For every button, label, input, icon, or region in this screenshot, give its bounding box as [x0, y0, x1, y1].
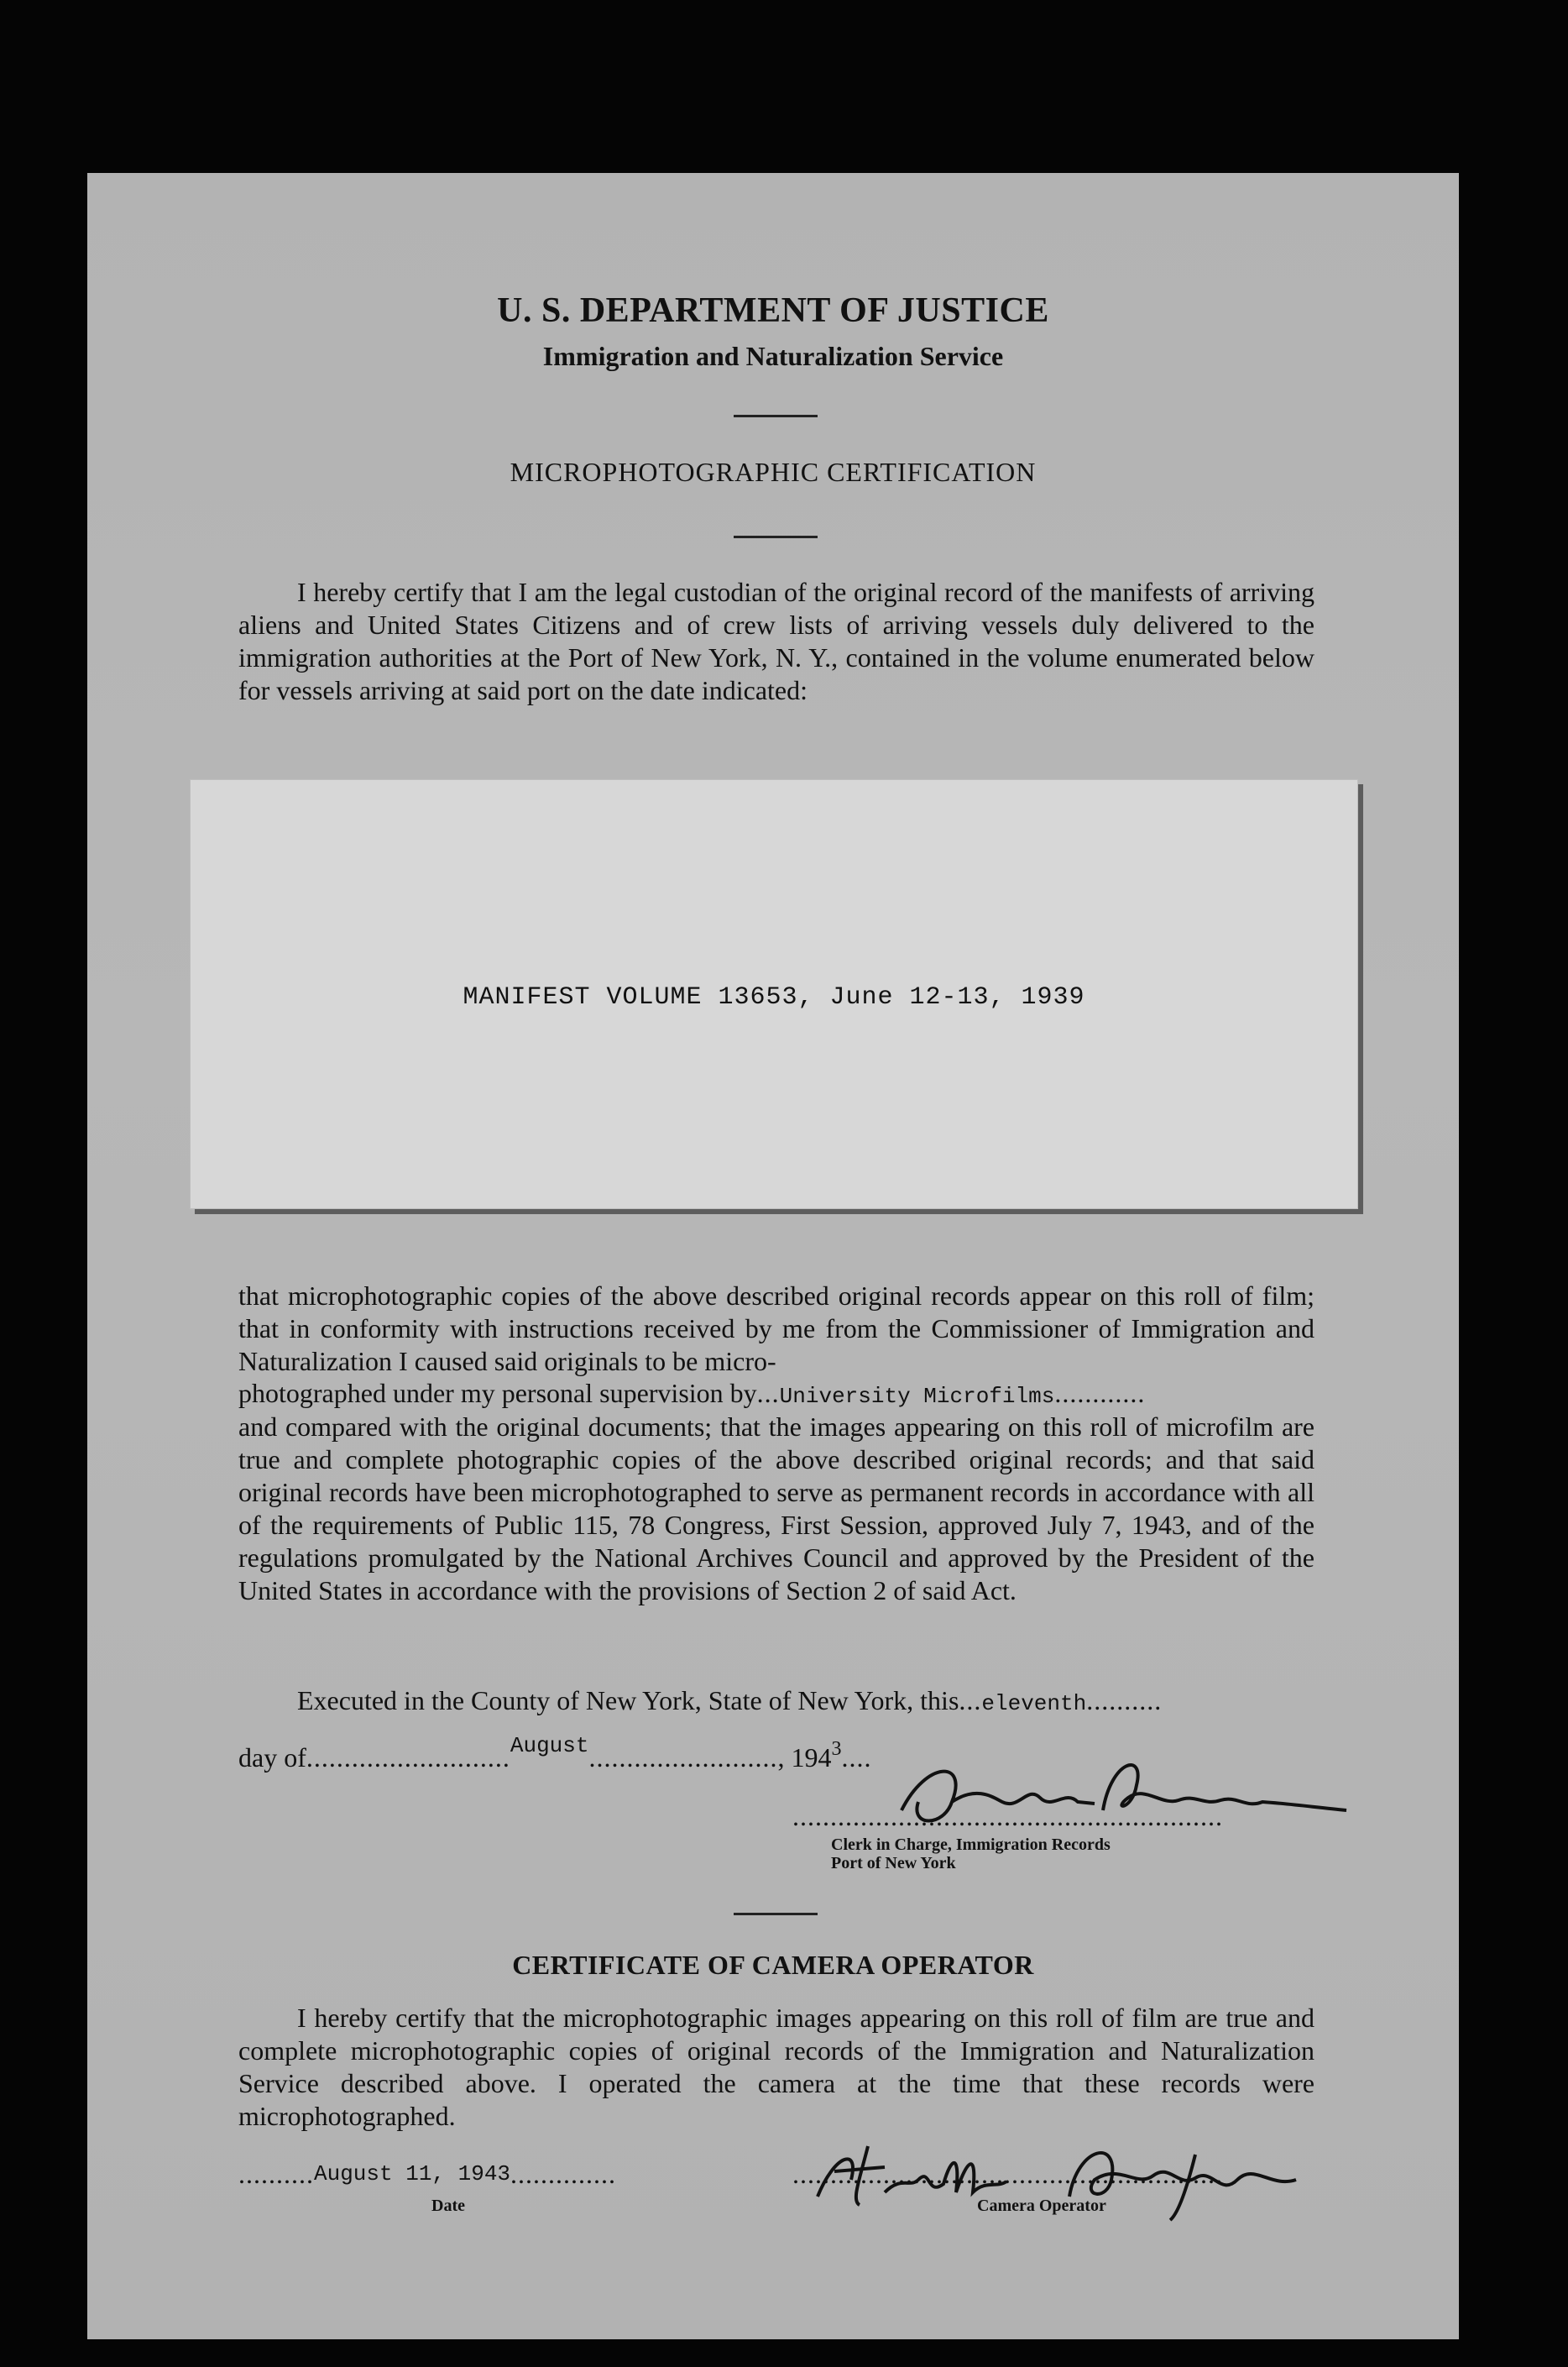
- certification-body-part2: and compared with the original documents; that the images appearing on this roll of microfilm are true and complete photographic copies of the above described original records; and that said original records have been microphotographed to serve as permanent records in accordance with all of the requirements of Public 115, 78 Congress, First Session, approved July 7, 1943, and of the regulations promulgated by the National Archives Council and approved by the President of the United States in accordance with the provisions of Section 2 of said Act.: [238, 1411, 1315, 1605]
- supervision-line: photographed under my personal supervision by...University Microfilms............: [238, 1378, 1146, 1409]
- clerk-signature-line: .........................................................: [792, 1801, 1223, 1831]
- certification-title: MICROPHOTOGRAPHIC CERTIFICATION: [510, 457, 1037, 487]
- operator-date-value: August 11, 1943: [314, 2161, 511, 2186]
- date-caption: Date: [431, 2197, 465, 2215]
- divider-rule: [734, 1913, 818, 1915]
- manifest-insert-card: [190, 779, 1358, 1209]
- date-line: day of...........................$^{August}$........................., $194^3$....: [238, 1733, 872, 1773]
- divider-rule: [734, 415, 818, 417]
- camera-operator-caption: Camera Operator: [977, 2197, 1106, 2215]
- clerk-title-line1: Clerk in Charge, Immigration Records: [831, 1835, 1111, 1854]
- custodian-statement: I hereby certify that I am the legal custodian of the original record of the manifests of arriving aliens and United States Citizens and of crew lists of arriving vessels duly delivered to the immigration authorities at the Port of New York, N. Y., contained in the volume enumerated below for vessels arriving at said port on the date indicated:: [238, 577, 1315, 705]
- day-of-label: day of: [238, 1742, 306, 1773]
- certificate-page: [87, 173, 1459, 2339]
- execution-prefix: Executed in the County of New York, State of New York, this: [297, 1685, 959, 1715]
- clerk-title-line2: Port of New York: [831, 1854, 956, 1872]
- year-digit: 3: [831, 1738, 842, 1760]
- camera-operator-statement: I hereby certify that the microphotographic images appearing on this roll of film are true and complete microphotographic copies of original records of the Immigration and Naturalization Service described above. I operated the camera at the time that these records were microphotographed.: [238, 2003, 1315, 2131]
- supervisor-name: University Microfilms: [779, 1384, 1055, 1409]
- clerk-signature: [893, 1752, 1363, 1844]
- execution-month: August: [510, 1733, 589, 1758]
- department-heading: U. S. DEPARTMENT OF JUSTICE: [497, 291, 1049, 330]
- certification-body-part1: that microphotographic copies of the above described original records appear on this roll of film; that in conformity with instructions received by me from the Commissioner of Immigration and Naturalization I caused said originals to be micro-: [238, 1280, 1315, 1376]
- operator-date-line: ..........August 11, 1943..............: [238, 2159, 617, 2189]
- service-subheading: Immigration and Naturalization Service: [542, 341, 1004, 371]
- manifest-volume-label: MANIFEST VOLUME 13653, June 12-13, 1939: [463, 983, 1085, 1012]
- year-prefix: , 194: [777, 1742, 832, 1773]
- supervision-prefix: photographed under my personal supervision by: [238, 1378, 757, 1408]
- operator-signature-line: .........................................................: [792, 2159, 1223, 2189]
- execution-line: Executed in the County of New York, State of New York, this...eleventh..........: [297, 1685, 1163, 1716]
- execution-day: eleventh: [981, 1691, 1087, 1716]
- divider-rule: [734, 536, 818, 538]
- camera-operator-heading: CERTIFICATE OF CAMERA OPERATOR: [512, 1950, 1034, 1980]
